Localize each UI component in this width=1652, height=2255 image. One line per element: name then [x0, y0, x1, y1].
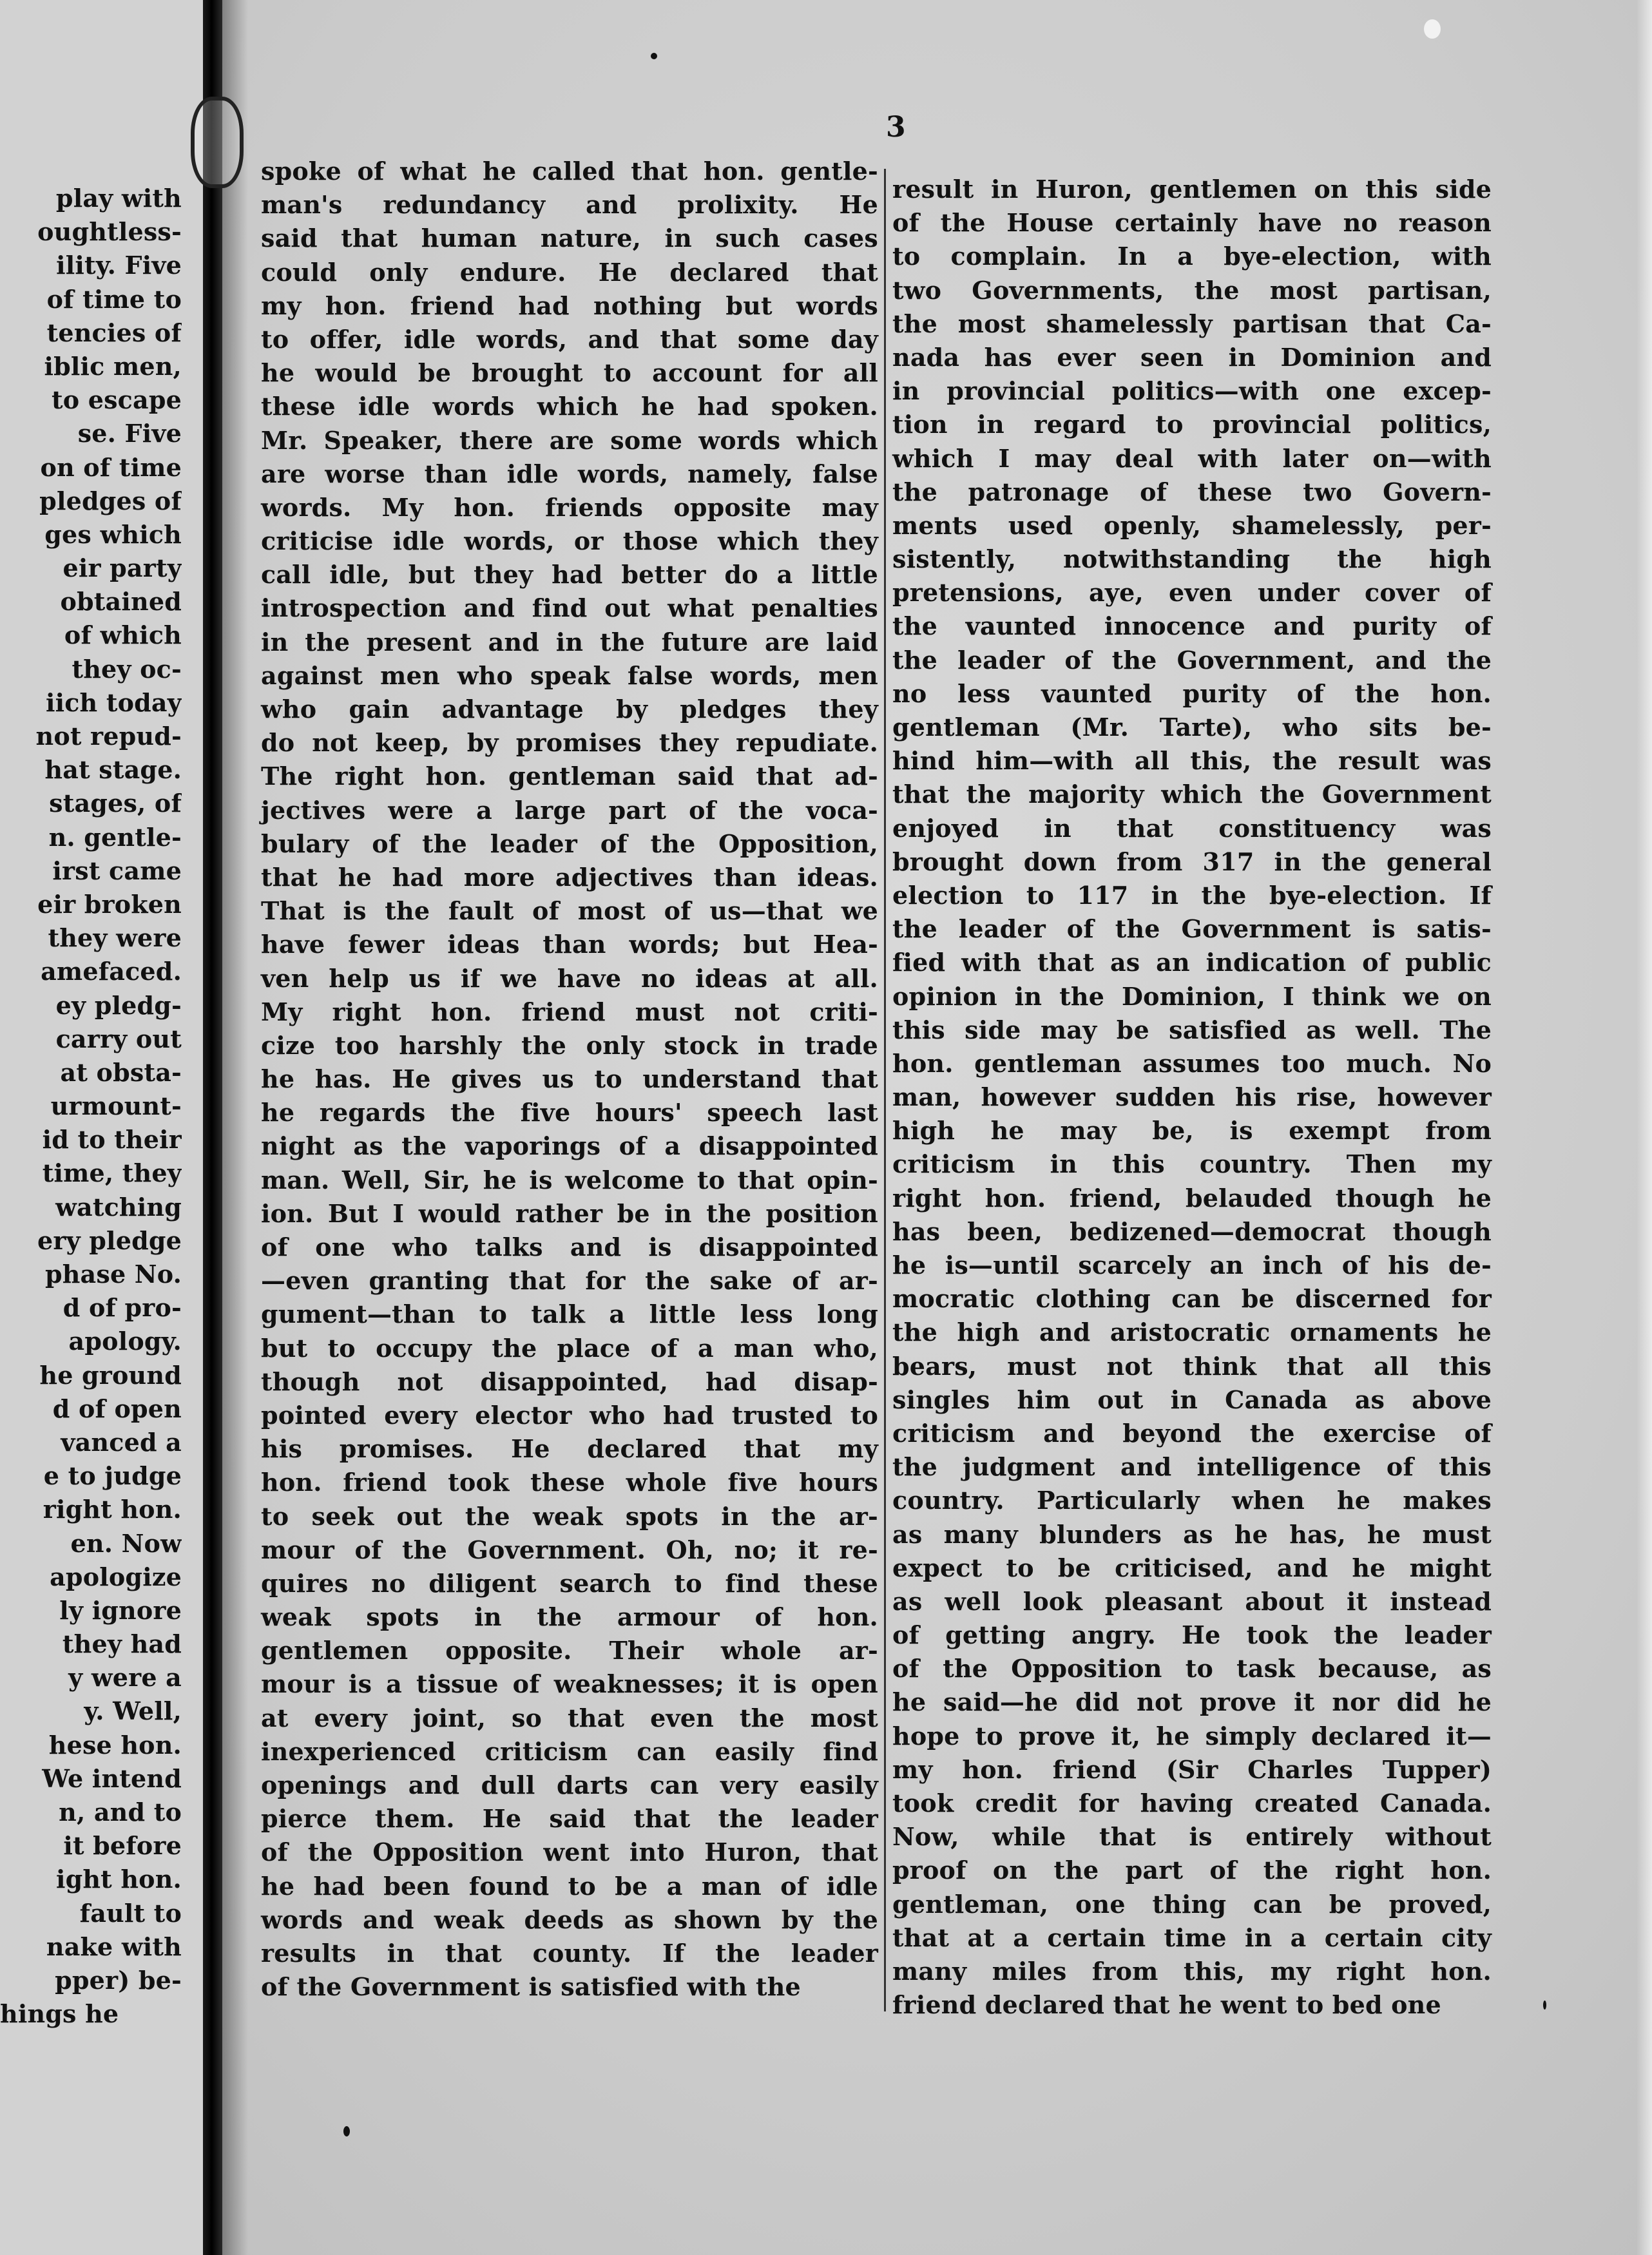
- left-column-line: irst came: [52, 856, 182, 885]
- middle-column-line: words. My hon. friends opposite may: [261, 492, 878, 522]
- middle-column-line: said that human nature, in such cases: [261, 224, 878, 253]
- middle-column-line: who gain advantage by pledges they: [261, 695, 878, 724]
- right-column-line: nada has ever seen in Dominion and: [892, 342, 1492, 372]
- middle-column-line: jectives were a large part of the voca-: [261, 795, 878, 825]
- right-column-line: two Governments, the most partisan,: [892, 275, 1492, 305]
- left-column-line: hese hon.: [48, 1730, 182, 1760]
- right-column-line: gentleman (Mr. Tarte), who sits be-: [892, 713, 1492, 742]
- right-column-line: the high and aristocratic ornaments he: [892, 1318, 1492, 1347]
- left-column-line: at obsta-: [60, 1057, 182, 1087]
- right-column-line: criticism and beyond the exercise of: [892, 1418, 1492, 1448]
- middle-column-line: man's redundancy and prolixity. He: [261, 190, 878, 220]
- left-column-line: apology.: [68, 1327, 182, 1356]
- right-column-line: enjoyed in that constituency was: [892, 813, 1492, 843]
- middle-column-line: in the present and in the future are laid: [261, 627, 878, 657]
- left-column-line: e to judge: [43, 1461, 182, 1491]
- middle-column-line: but to occupy the place of a man who,: [261, 1333, 878, 1363]
- right-column-line: gentleman, one thing can be proved,: [892, 1889, 1492, 1919]
- middle-column-line: quires no diligent search to find these: [261, 1568, 878, 1598]
- middle-column-line: inexperienced criticism can easily find: [261, 1736, 878, 1766]
- left-column-line: y were a: [68, 1663, 182, 1693]
- right-column-line: to complain. In a bye-election, with: [892, 242, 1492, 271]
- ink-speck: [651, 53, 657, 59]
- right-column-line: he said—he did not prove it nor did he: [892, 1687, 1492, 1717]
- middle-column-line: gument—than to talk a little less long: [261, 1300, 878, 1329]
- right-column-line: my hon. friend (Sir Charles Tupper): [892, 1754, 1492, 1784]
- left-column-line: phase No.: [44, 1260, 182, 1289]
- middle-column-line: of the Opposition went into Huron, that: [261, 1838, 878, 1867]
- left-column-line: d of pro-: [62, 1293, 182, 1323]
- left-column-line: hat stage.: [44, 755, 182, 785]
- middle-column-line: he regards the five hours' speech last: [261, 1098, 878, 1128]
- middle-column-line: —even granting that for the sake of ar-: [261, 1266, 878, 1296]
- left-column-line: n, and to: [59, 1798, 182, 1827]
- right-column-line: right hon. friend, belauded though he: [892, 1183, 1492, 1213]
- middle-column-line: at every joint, so that even the most: [261, 1703, 878, 1732]
- left-column-line: hings he: [0, 1999, 119, 2029]
- left-column-line: they were: [48, 923, 182, 953]
- middle-column-line: my hon. friend had nothing but words: [261, 291, 878, 320]
- middle-column-line: of the Government is satisfied with the: [261, 1972, 801, 2002]
- left-column-line: to escape: [51, 385, 182, 415]
- left-column-line: they oc-: [72, 654, 182, 684]
- middle-column-line: call idle, but they had better do a little: [261, 560, 878, 590]
- left-column-line: it before: [63, 1831, 182, 1861]
- middle-column-line: man. Well, Sir, he is welcome to that opin-: [261, 1165, 878, 1195]
- middle-column-line: weak spots in the armour of hon.: [261, 1602, 878, 1632]
- right-column-line: Now, while that is entirely without: [892, 1822, 1492, 1852]
- binding-shadow: [222, 0, 248, 2255]
- middle-column-text: [261, 155, 878, 2004]
- right-column-line: criticism in this country. Then my: [892, 1149, 1492, 1179]
- middle-column-line: spoke of what he called that hon. gentle-: [261, 157, 878, 186]
- right-column-line: no less vaunted purity of the hon.: [892, 678, 1492, 708]
- middle-column-line: gentlemen opposite. Their whole ar-: [261, 1636, 878, 1665]
- right-column-line: as many blunders as he has, he must: [892, 1519, 1492, 1549]
- middle-column-line: Mr. Speaker, there are some words which: [261, 425, 878, 455]
- right-column-line: hon. gentleman assumes too much. No: [892, 1048, 1492, 1078]
- right-column-line: which I may deal with later on—with: [892, 443, 1492, 473]
- left-column-line: obtained: [60, 587, 182, 617]
- right-column-line: ments used openly, shamelessly, per-: [892, 510, 1492, 540]
- left-column-line: of time to: [46, 284, 182, 314]
- middle-column-line: words and weak deeds as shown by the: [261, 1905, 878, 1934]
- left-column-line: stages, of: [49, 789, 182, 818]
- left-column-line: carry out: [55, 1024, 182, 1053]
- right-column-line: he is—until scarcely an inch of his de-: [892, 1251, 1492, 1280]
- middle-column-line: cize too harshly the only stock in trade: [261, 1030, 878, 1060]
- left-column-line: tencies of: [46, 318, 182, 347]
- left-column-line: ility. Five: [56, 251, 182, 280]
- left-column-line: ly ignore: [59, 1595, 182, 1625]
- middle-column-line: criticise idle words, or those which they: [261, 526, 878, 556]
- page-number: 3: [886, 111, 906, 144]
- middle-column-line: could only endure. He declared that: [261, 257, 878, 287]
- ink-speck: [343, 2126, 350, 2136]
- right-column-line: pretensions, aye, even under cover of: [892, 578, 1492, 608]
- middle-column-line: he has. He gives us to understand that: [261, 1064, 878, 1094]
- right-column-line: opinion in the Dominion, I think we on: [892, 981, 1492, 1011]
- left-column-line: iich today: [45, 687, 182, 717]
- left-column-line: right hon.: [43, 1495, 182, 1524]
- left-column-line: nake with: [46, 1932, 182, 1961]
- left-column-line: vanced a: [61, 1427, 182, 1457]
- right-column-line: that at a certain time in a certain city: [892, 1923, 1492, 1952]
- middle-column-line: he would be brought to account for all: [261, 358, 878, 388]
- left-column-line: on of time: [40, 452, 182, 482]
- left-column-line: pper) be-: [55, 1965, 182, 1995]
- right-column-line: of the House certainly have no reason: [892, 208, 1492, 238]
- middle-column-line: to offer, idle words, and that some day: [261, 324, 878, 354]
- right-column-line: result in Huron, gentlemen on this side: [892, 175, 1492, 204]
- middle-column-line: that he had more adjectives than ideas.: [261, 862, 878, 892]
- right-column-line: bears, must not think that all this: [892, 1351, 1492, 1381]
- left-column-line: ight hon.: [55, 1865, 182, 1894]
- left-column-line: id to their: [42, 1125, 182, 1155]
- right-column-line: the judgment and intelligence of this: [892, 1452, 1492, 1482]
- right-column-line: sistently, notwithstanding the high: [892, 544, 1492, 574]
- right-column-line: country. Particularly when he makes: [892, 1486, 1492, 1515]
- left-column-line: n. gentle-: [48, 822, 182, 852]
- right-column-line: as well look pleasant about it instead: [892, 1586, 1492, 1616]
- ink-speck: [1424, 19, 1441, 39]
- right-column-line: hope to prove it, he simply declared it—: [892, 1721, 1492, 1751]
- middle-column-line: his promises. He declared that my: [261, 1434, 878, 1464]
- right-column-line: man, however sudden his rise, however: [892, 1082, 1492, 1112]
- middle-column-line: night as the vaporings of a disappointed: [261, 1131, 878, 1161]
- middle-column-line: though not disappointed, had disap-: [261, 1367, 878, 1396]
- right-column-line: singles him out in Canada as above: [892, 1385, 1492, 1414]
- right-column-line: proof on the part of the right hon.: [892, 1856, 1492, 1885]
- left-column-line: ery pledge: [37, 1225, 182, 1255]
- middle-column-line: bulary of the leader of the Opposition,: [261, 829, 878, 858]
- column-rule: [884, 169, 886, 2011]
- left-column-line: apologize: [50, 1562, 182, 1591]
- middle-column-line: results in that county. If the leader: [261, 1938, 878, 1968]
- left-column-line: d of open: [52, 1394, 182, 1423]
- middle-column-line: ion. But I would rather be in the position: [261, 1198, 878, 1228]
- left-column-line: eir broken: [37, 889, 182, 919]
- middle-column-line: of one who talks and is disappointed: [261, 1233, 878, 1262]
- middle-column-line: introspection and find out what penalties: [261, 593, 878, 623]
- right-column-line: the most shamelessly partisan that Ca-: [892, 309, 1492, 338]
- middle-column-line: openings and dull darts can very easily: [261, 1770, 878, 1799]
- middle-column-line: My right hon. friend must not criti-: [261, 997, 878, 1026]
- left-column-line: urmount-: [50, 1091, 182, 1121]
- right-column-line: hind him—with all this, the result was: [892, 746, 1492, 776]
- right-column-line: this side may be satisfied as well. The: [892, 1015, 1492, 1044]
- middle-column-line: pierce them. He said that the leader: [261, 1804, 878, 1834]
- left-column-line: not repud-: [35, 722, 182, 751]
- right-column-line: fied with that as an indication of public: [892, 948, 1492, 977]
- right-column-line: expect to be criticised, and he might: [892, 1553, 1492, 1582]
- left-column-line: time, they: [42, 1158, 182, 1188]
- left-column-line: ges which: [44, 519, 182, 549]
- middle-column-line: mour is a tissue of weaknesses; it is open: [261, 1669, 878, 1699]
- right-column-line: mocratic clothing can be discerned for: [892, 1284, 1492, 1314]
- right-column-line: friend declared that he went to bed one: [892, 1990, 1441, 2020]
- left-column-line: watching: [55, 1192, 182, 1222]
- middle-column-line: The right hon. gentleman said that ad-: [261, 762, 878, 791]
- middle-column-line: have fewer ideas than words; but Hea-: [261, 930, 878, 959]
- right-column-line: of getting angry. He took the leader: [892, 1620, 1492, 1650]
- right-column-line: of the Opposition to task because, as: [892, 1654, 1492, 1684]
- left-column-line: iblic men,: [44, 351, 182, 381]
- left-column-line: they had: [62, 1629, 182, 1659]
- page-edge: [1637, 0, 1652, 2255]
- left-column-line: en. Now: [70, 1528, 182, 1558]
- ink-speck: [1543, 2001, 1546, 2010]
- book-binding: [203, 0, 222, 2255]
- left-column-fragments: [0, 182, 182, 2031]
- right-column-line: has been, bedizened—democrat though: [892, 1216, 1492, 1246]
- right-column-line: many miles from this, my right hon.: [892, 1956, 1492, 1986]
- left-column-line: y. Well,: [84, 1696, 182, 1726]
- left-column-line: of which: [64, 620, 182, 650]
- left-column-line: eir party: [62, 553, 182, 583]
- left-column-line: pledges of: [39, 486, 182, 515]
- middle-column-line: mour of the Government. Oh, no; it re-: [261, 1535, 878, 1564]
- left-column-line: ey pledg-: [55, 990, 182, 1020]
- left-column-line: fault to: [79, 1898, 182, 1928]
- left-column-line: amefaced.: [41, 957, 182, 986]
- right-column-line: brought down from 317 in the general: [892, 847, 1492, 876]
- right-column-line: the vaunted innocence and purity of: [892, 611, 1492, 641]
- left-column-line: We intend: [42, 1763, 182, 1793]
- middle-column-line: do not keep, by promises they repudiate.: [261, 728, 878, 758]
- middle-column-line: against men who speak false words, men: [261, 660, 878, 690]
- right-column-line: that the majority which the Government: [892, 780, 1492, 809]
- middle-column-line: these idle words which he had spoken.: [261, 392, 878, 421]
- middle-column-line: to seek out the weak spots in the ar-: [261, 1501, 878, 1531]
- right-column-line: took credit for having created Canada.: [892, 1789, 1492, 1818]
- right-column-text: [892, 173, 1492, 2022]
- middle-column-line: pointed every elector who had trusted to: [261, 1400, 878, 1430]
- right-column-line: in provincial politics—with one excep-: [892, 376, 1492, 406]
- right-column-line: the leader of the Government is satis-: [892, 914, 1492, 944]
- right-column-line: tion in regard to provincial politics,: [892, 410, 1492, 439]
- right-column-line: the leader of the Government, and the: [892, 645, 1492, 675]
- middle-column-line: he had been found to be a man of idle: [261, 1871, 878, 1901]
- right-column-line: the patronage of these two Govern-: [892, 477, 1492, 506]
- left-column-line: he ground: [39, 1360, 182, 1390]
- middle-column-line: are worse than idle words, namely, false: [261, 459, 878, 488]
- left-column-line: se. Five: [77, 419, 182, 448]
- middle-column-line: That is the fault of most of us—that we: [261, 896, 878, 926]
- left-column-line: play with: [55, 184, 182, 213]
- binding-thread-knot: [191, 97, 244, 188]
- right-column-line: high he may be, is exempt from: [892, 1116, 1492, 1146]
- right-column-line: election to 117 in the bye-election. If: [892, 880, 1492, 910]
- middle-column-line: hon. friend took these whole five hours: [261, 1468, 878, 1497]
- middle-column-line: ven help us if we have no ideas at all.: [261, 963, 878, 993]
- left-column-line: oughtless-: [37, 217, 182, 247]
